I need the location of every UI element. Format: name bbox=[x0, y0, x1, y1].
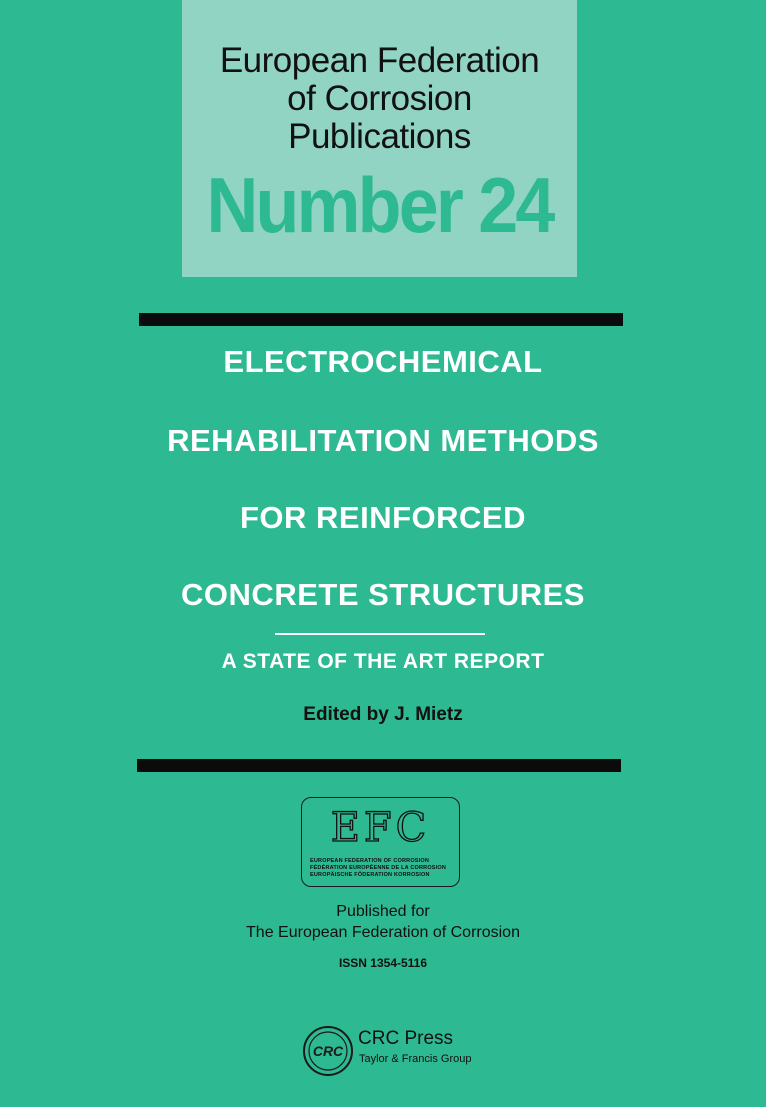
efc-logo-line-3: EUROPÄISCHE FÖDERATION KORROSION bbox=[310, 872, 430, 878]
series-line-2: of Corrosion bbox=[287, 79, 472, 118]
publisher-group: Taylor & Francis Group bbox=[359, 1053, 472, 1065]
published-for-org: The European Federation of Corrosion bbox=[246, 924, 520, 941]
series-line-1: European Federation bbox=[219, 41, 540, 80]
publisher-name: CRC Press bbox=[358, 1028, 454, 1049]
efc-logo-letters: EFC bbox=[330, 805, 431, 851]
subtitle-rule bbox=[275, 633, 485, 635]
top-divider-bar bbox=[139, 313, 623, 326]
editor-credit: Edited by J. Mietz bbox=[303, 704, 463, 725]
series-line-3: Publications bbox=[288, 117, 471, 156]
published-for: Published for bbox=[336, 903, 430, 920]
subtitle: A STATE OF THE ART REPORT bbox=[221, 650, 545, 673]
efc-logo-line-2: FÉDÉRATION EUROPÉENNE DE LA CORROSION bbox=[310, 865, 447, 871]
title-line-3: FOR REINFORCED bbox=[240, 500, 526, 535]
title-line-4: CONCRETE STRUCTURES bbox=[181, 577, 585, 612]
series-number: Number 24 bbox=[206, 161, 553, 249]
issn: ISSN 1354-5116 bbox=[338, 956, 428, 970]
crc-logo-text: CRC bbox=[312, 1043, 344, 1059]
title-line-2: REHABILITATION METHODS bbox=[167, 423, 599, 458]
bottom-divider-bar bbox=[137, 759, 621, 772]
title-line-1: ELECTROCHEMICAL bbox=[223, 344, 543, 379]
efc-logo-line-1: EUROPEAN FEDERATION OF CORROSION bbox=[310, 858, 430, 864]
series-box bbox=[182, 0, 577, 277]
efc-logo bbox=[301, 797, 460, 887]
crc-press-logo-icon bbox=[302, 1025, 354, 1077]
